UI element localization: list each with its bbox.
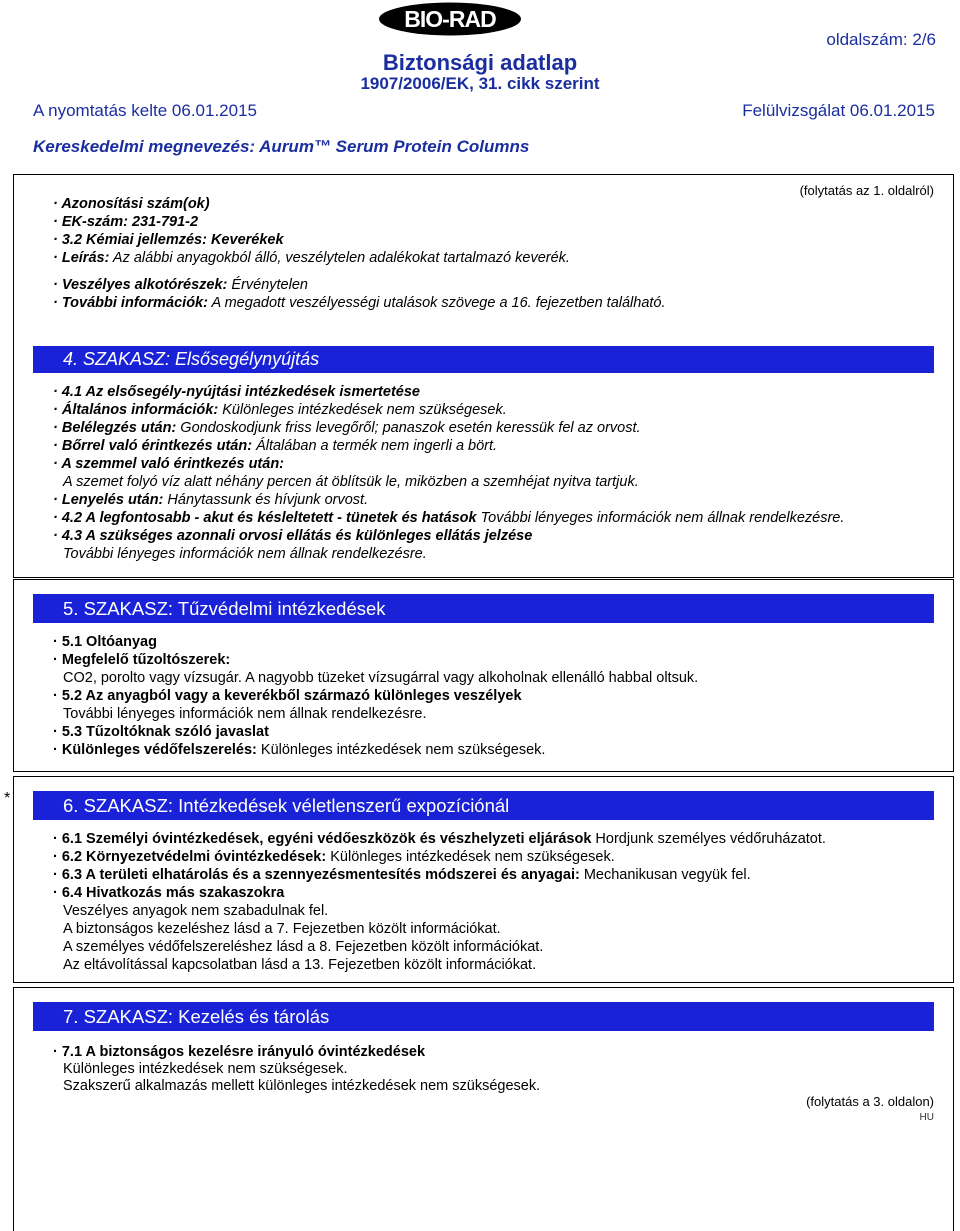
section-6-heading: 6. SZAKASZ: Intézkedések véletlenszerű expozíciónál <box>33 791 934 820</box>
s5-special-hazards-text: További lényeges információk nem állnak rendelkezésre. <box>63 706 427 722</box>
page-subtitle: 1907/2006/EK, 31. cikk szerint <box>360 74 600 93</box>
s5-suitable-media: · Megfelelő tűzoltószerek: <box>53 652 231 668</box>
s4-medical-text: További lényeges információk nem állnak rendelkezésre. <box>63 546 427 562</box>
s4-medical-label: · 4.3 A szükséges azonnali orvosi ellátás és különleges ellátás jelzése <box>53 528 533 544</box>
s5-protective-equipment-text: Különleges intézkedések nem szükségesek. <box>256 742 546 758</box>
s6-1-text: Hordjunk személyes védőruházatot. <box>591 831 826 847</box>
s5-protective-equipment-label: · Különleges védőfelszerelés: <box>53 742 257 758</box>
description-text: Az alábbi anyagokból álló, veszélytelen adalékokat tartalmazó keverék. <box>109 250 570 266</box>
s4-eye-text: A szemet folyó víz alatt néhány percen át öblítsük le, miközben a szemhéjat nyitva tartjuk. <box>63 474 639 490</box>
s6-1-label: · 6.1 Személyi óvintézkedések, egyéni védőeszközök és vészhelyzeti eljárások <box>53 831 592 847</box>
s6-2-line <box>53 849 615 865</box>
s6-1-line <box>53 831 826 847</box>
description-line <box>53 250 570 266</box>
s4-ingestion-text: Hánytassunk és hívjunk orvost. <box>163 492 369 508</box>
s4-inhalation-label: · Belélegzés után: <box>53 420 177 436</box>
chemical-characterization: · 3.2 Kémiai jellemzés: Keverékek <box>53 232 284 248</box>
section-5-heading: 5. SZAKASZ: Tűzvédelmi intézkedések <box>33 594 934 623</box>
s4-ingestion-line <box>53 492 368 508</box>
s6-2-text: Különleges intézkedések nem szükségesek. <box>326 849 615 865</box>
s6-4-label: · 6.4 Hivatkozás más szakaszokra <box>53 885 285 901</box>
s6-4-text-4: Az eltávolítással kapcsolatban lásd a 13. Fejezetben közölt információkat. <box>63 957 537 973</box>
revision-star: * <box>4 790 11 807</box>
section-7-heading: 7. SZAKASZ: Kezelés és tárolás <box>33 1002 934 1031</box>
continued-on: (folytatás a 3. oldalon) <box>806 1094 934 1109</box>
s4-ingestion-label: · Lenyelés után: <box>53 492 164 508</box>
s5-suitable-media-text: CO2, porolto vagy vízsugár. A nagyobb tüzeket vízsugárral vagy alkoholnak ellenálló habbal oltsuk. <box>63 670 699 686</box>
further-info-line <box>53 295 666 311</box>
s5-extinguishing-media: · 5.1 Oltóanyag <box>53 634 157 650</box>
bio-rad-logo <box>378 2 522 36</box>
hazardous-components-text: Érvénytelen <box>227 277 308 293</box>
s4-skin-line <box>53 438 497 454</box>
s4-symptoms-label: · 4.2 A legfontosabb - akut és késleltetett - tünetek és hatások <box>53 510 477 526</box>
section-4-heading: 4. SZAKASZ: Elsősegélynyújtás <box>33 346 934 373</box>
s5-protective-equipment-line <box>53 742 545 758</box>
s6-3-text: Mechanikusan vegyük fel. <box>579 867 751 883</box>
further-info-text: A megadott veszélyességi utalások szövege a 16. fejezetben található. <box>207 295 666 311</box>
s6-3-label: · 6.3 A területi elhatárolás és a szennyezésmentesítés módszerei és anyagai: <box>53 867 580 883</box>
s6-3-line <box>53 867 751 883</box>
s7-1-text-1: Különleges intézkedések nem szükségesek. <box>63 1061 348 1077</box>
s4-1-label: · 4.1 Az elsősegély-nyújtási intézkedések ismertetése <box>53 384 420 400</box>
s4-inhalation-line <box>53 420 641 436</box>
s7-1-label: · 7.1 A biztonságos kezelésre irányuló óvintézkedések <box>53 1044 426 1060</box>
s4-general-line <box>53 402 507 418</box>
s7-1-text-2: Szakszerű alkalmazás mellett különleges intézkedések nem szükségesek. <box>63 1078 541 1094</box>
s4-general-label: · Általános információk: <box>53 402 219 418</box>
further-info-label: · További információk: <box>53 295 208 311</box>
s4-skin-text: Általában a termék nem ingerli a bört. <box>252 438 498 454</box>
revision-date: Felülvizsgálat 06.01.2015 <box>742 101 935 120</box>
language-code: HU <box>919 1112 934 1123</box>
s6-2-label: · 6.2 Környezetvédelmi óvintézkedések: <box>53 849 327 865</box>
s4-general-text: Különleges intézkedések nem szükségesek. <box>218 402 507 418</box>
s5-special-hazards: · 5.2 Az anyagból vagy a keverékből származó különleges veszélyek <box>53 688 522 704</box>
s4-symptoms-text: További lényeges információk nem állnak rendelkezésre. <box>476 510 845 526</box>
s4-eye-label: · A szemmel való érintkezés után: <box>53 456 285 472</box>
hazardous-components-line <box>53 277 308 293</box>
s4-inhalation-text: Gondoskodjunk friss levegőről; panaszok esetén keressük fel az orvost. <box>176 420 641 436</box>
s6-4-text-2: A biztonságos kezeléshez lásd a 7. Fejezetben közölt információkat. <box>63 921 501 937</box>
hazardous-components-label: · Veszélyes alkotórészek: <box>53 277 228 293</box>
continued-from: (folytatás az 1. oldalról) <box>799 183 934 198</box>
s5-firefighter-advice: · 5.3 Tűzoltóknak szóló javaslat <box>53 724 269 740</box>
page-title: Biztonsági adatlap <box>382 50 578 75</box>
id-numbers-label: · Azonosítási szám(ok) <box>53 196 210 212</box>
page-number: oldalszám: 2/6 <box>826 30 936 49</box>
s4-symptoms-line <box>53 510 844 526</box>
s4-skin-label: · Bőrrel való érintkezés után: <box>53 438 253 454</box>
print-date: A nyomtatás kelte 06.01.2015 <box>33 101 257 120</box>
logo-text: BIO-RAD <box>404 6 496 32</box>
description-label: · Leírás: <box>53 250 110 266</box>
s6-4-text-3: A személyes védőfelszereléshez lásd a 8. Fejezetben közölt információkat. <box>63 939 544 955</box>
s6-4-text-1: Veszélyes anyagok nem szabadulnak fel. <box>63 903 329 919</box>
trade-name: Kereskedelmi megnevezés: Aurum™ Serum Protein Columns <box>33 137 530 156</box>
ec-number: · EK-szám: 231-791-2 <box>53 214 199 230</box>
logo-icon <box>378 2 522 36</box>
